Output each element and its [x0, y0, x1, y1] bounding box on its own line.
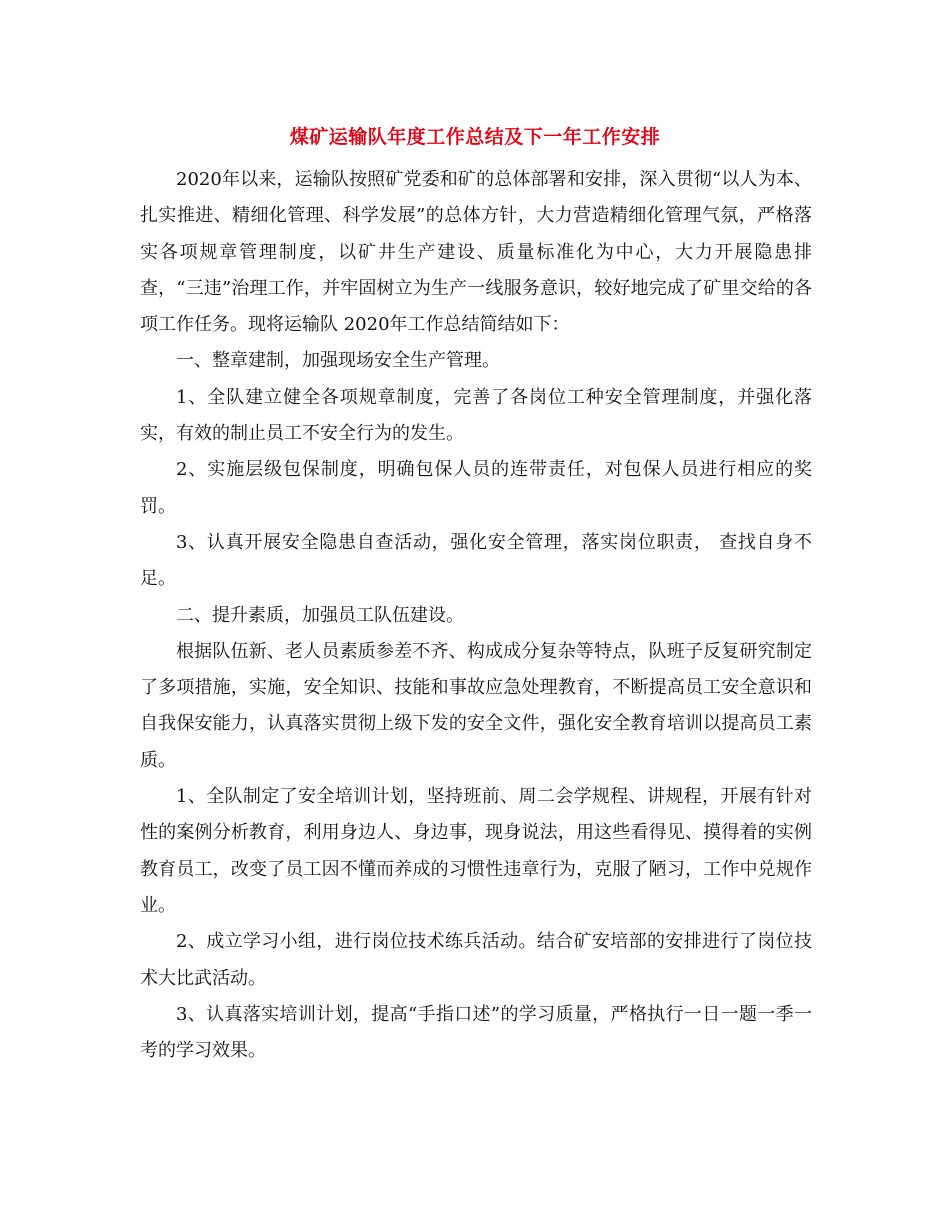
paragraph-item: 2、成立学习小组，进行岗位技术练兵活动。结合矿安培部的安排进行了岗位技术大比武活动。 — [140, 931, 812, 989]
section-heading-2: 二、提升素质，加强员工队伍建设。 — [176, 604, 464, 626]
paragraph-item: 2、实施层级包保制度，明确包保人员的连带责任，对包保人员进行相应的奖罚。 — [140, 459, 812, 517]
paragraph-item: 1、全队制定了安全培训计划，坚持班前、周二会学规程、讲规程，开展有针对性的案例分析教育，利用身边人、身边事，现身说法，用这些看得见、摸得着的实例教育员工，改变了员工因不懂而养成的习惯性违章行为，克服了陋习，工作中兑规作业。 — [140, 786, 812, 916]
paragraph-item: 3、认真开展安全隐患自查活动，强化安全管理，落实岗位职责， 查找自身不足。 — [140, 531, 812, 590]
document-title: 煤矿运输队年度工作总结及下一年工作安排 — [289, 126, 661, 148]
paragraph-body: 根据队伍新、老人员素质参差不齐、构成成分复杂等特点，队班子反复研究制定了多项措施，实施，安全知识、技能和事故应急处理教育，不断提高员工安全意识和自我保安能力，认真落实贯彻上级下发的安全文件，强化安全教育培训以提高员工素质。 — [140, 640, 812, 771]
paragraph-intro: 2020年以来，运输队按照矿党委和矿的总体部署和安排，深入贯彻“以人为本、扎实推进、精细化管理、科学发展”的总体方针，大力营造精细化管理气氛，严格落实各项规章管理制度，以矿井生产建设、质量标准化为中心，大力开展隐患排查，“三违”治理工作，并牢固树立为生产一线服务意识，较好地完成了矿里交给的各项工作任务。现将运输队 2020年工作总结简结如下： — [140, 169, 812, 336]
document-body — [140, 162, 812, 1069]
section-heading-1: 一、整章建制，加强现场安全生产管理。 — [176, 350, 500, 372]
paragraph-item: 3、认真落实培训计划，提高“手指口述”的学习质量，严格执行一日一题一季一考的学习效果。 — [140, 1003, 812, 1062]
paragraph-item: 1、全队建立健全各项规章制度，完善了各岗位工种安全管理制度，并强化落实，有效的制止员工不安全行为的发生。 — [140, 386, 812, 445]
